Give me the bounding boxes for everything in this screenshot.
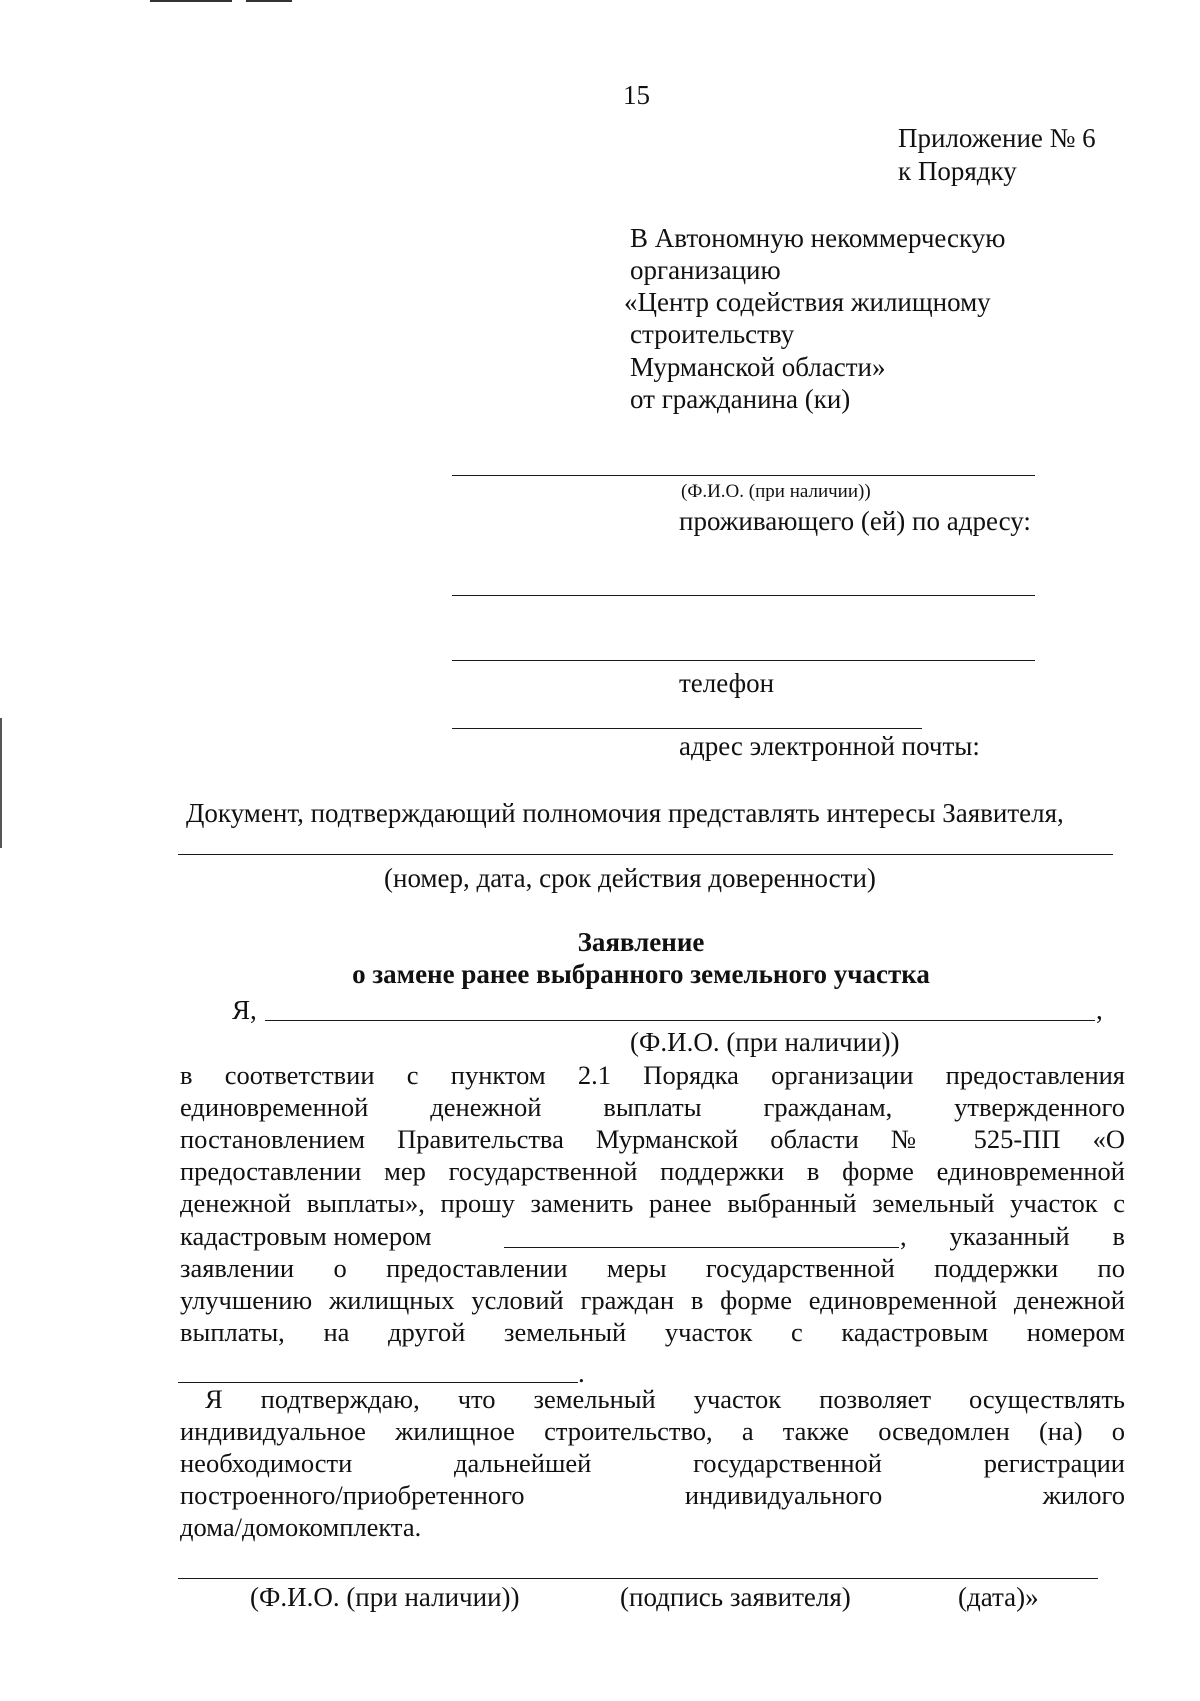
declarant-fio-caption: (Ф.И.О. (при наличии))	[630, 1027, 900, 1057]
address-field-line-2[interactable]	[452, 660, 1035, 661]
appendix-number: Приложение № 6	[898, 123, 1096, 153]
declarant-fio-field[interactable]	[265, 1020, 1095, 1021]
old-cadastral-number-field[interactable]	[504, 1247, 899, 1248]
representative-caption: (номер, дата, срок действия доверенности)	[384, 863, 876, 893]
declarant-suffix: ,	[1096, 995, 1103, 1025]
applicant-fio-caption: (Ф.И.О. (при наличии))	[681, 481, 871, 502]
body-line: единовременной денежной выплаты гражданам, утвержденного	[180, 1092, 1125, 1122]
signature-fio-caption: (Ф.И.О. (при наличии))	[250, 1582, 520, 1612]
confirmation-line: построенного/приобретенного индивидуального жилого	[180, 1480, 1125, 1510]
document-title: Заявление	[577, 927, 705, 957]
address-label: проживающего (ей) по адресу:	[679, 506, 1031, 536]
body-line: заявлении о предоставлении меры государственной поддержки по	[180, 1253, 1125, 1283]
date-caption: (дата)»	[958, 1582, 1039, 1612]
declarant-prefix: Я,	[232, 995, 257, 1025]
scan-artifact	[150, 0, 232, 2]
addressee-line: организацию	[630, 255, 781, 285]
cadastral-continuation: , указанный в	[900, 1221, 1125, 1251]
representative-label: Документ, подтверждающий полномочия представлять интересы Заявителя,	[186, 798, 1064, 828]
new-cadastral-number-field[interactable]	[178, 1382, 578, 1383]
phone-field[interactable]	[452, 728, 922, 729]
body-line: выплаты, на другой земельный участок с кадастровым номером	[180, 1317, 1125, 1347]
body-line: постановлением Правительства Мурманской области № 525-ПП «О	[180, 1124, 1125, 1154]
addressee-line: от гражданина (ки)	[630, 384, 851, 414]
representative-document-field[interactable]	[178, 854, 1113, 855]
addressee-line: Мурманской области»	[630, 352, 886, 382]
body-end-period: .	[578, 1358, 585, 1388]
signature-field[interactable]	[178, 1578, 1098, 1579]
email-label: адрес электронной почты:	[679, 731, 980, 761]
body-line: в соответствии с пунктом 2.1 Порядка организации предоставления	[180, 1060, 1125, 1090]
appendix-reference: к Порядку	[898, 156, 1017, 186]
body-line: улучшению жилищных условий граждан в форме единовременной денежной	[180, 1285, 1125, 1315]
applicant-fio-field[interactable]	[452, 475, 1035, 476]
body-line: предоставлении мер государственной поддержки в форме единовременной	[180, 1156, 1125, 1186]
confirmation-line: индивидуальное жилищное строительство, а также осведомлен (на) о	[180, 1416, 1125, 1446]
confirmation-line: Я подтверждаю, что земельный участок позволяет осуществлять	[205, 1384, 1125, 1414]
addressee-line: В Автономную некоммерческую	[630, 223, 1006, 253]
page-number: 15	[623, 80, 650, 110]
confirmation-line: необходимости дальнейшей государственной регистрации	[180, 1448, 1125, 1478]
addressee-line: строительству	[630, 319, 795, 349]
cadastral-label: кадастровым номером	[180, 1221, 432, 1251]
scan-artifact	[0, 718, 2, 848]
confirmation-last-line: дома/домокомплекта.	[180, 1512, 422, 1542]
body-line: денежной выплаты», прошу заменить ранее выбранный земельный участок с	[180, 1188, 1125, 1218]
scan-artifact	[246, 0, 292, 2]
phone-label: телефон	[679, 668, 775, 698]
document-subtitle: о замене ранее выбранного земельного участка	[352, 959, 930, 989]
signature-caption: (подпись заявителя)	[620, 1582, 851, 1612]
addressee-line: «Центр содействия жилищному	[624, 287, 991, 317]
address-field-line-1[interactable]	[452, 595, 1035, 596]
